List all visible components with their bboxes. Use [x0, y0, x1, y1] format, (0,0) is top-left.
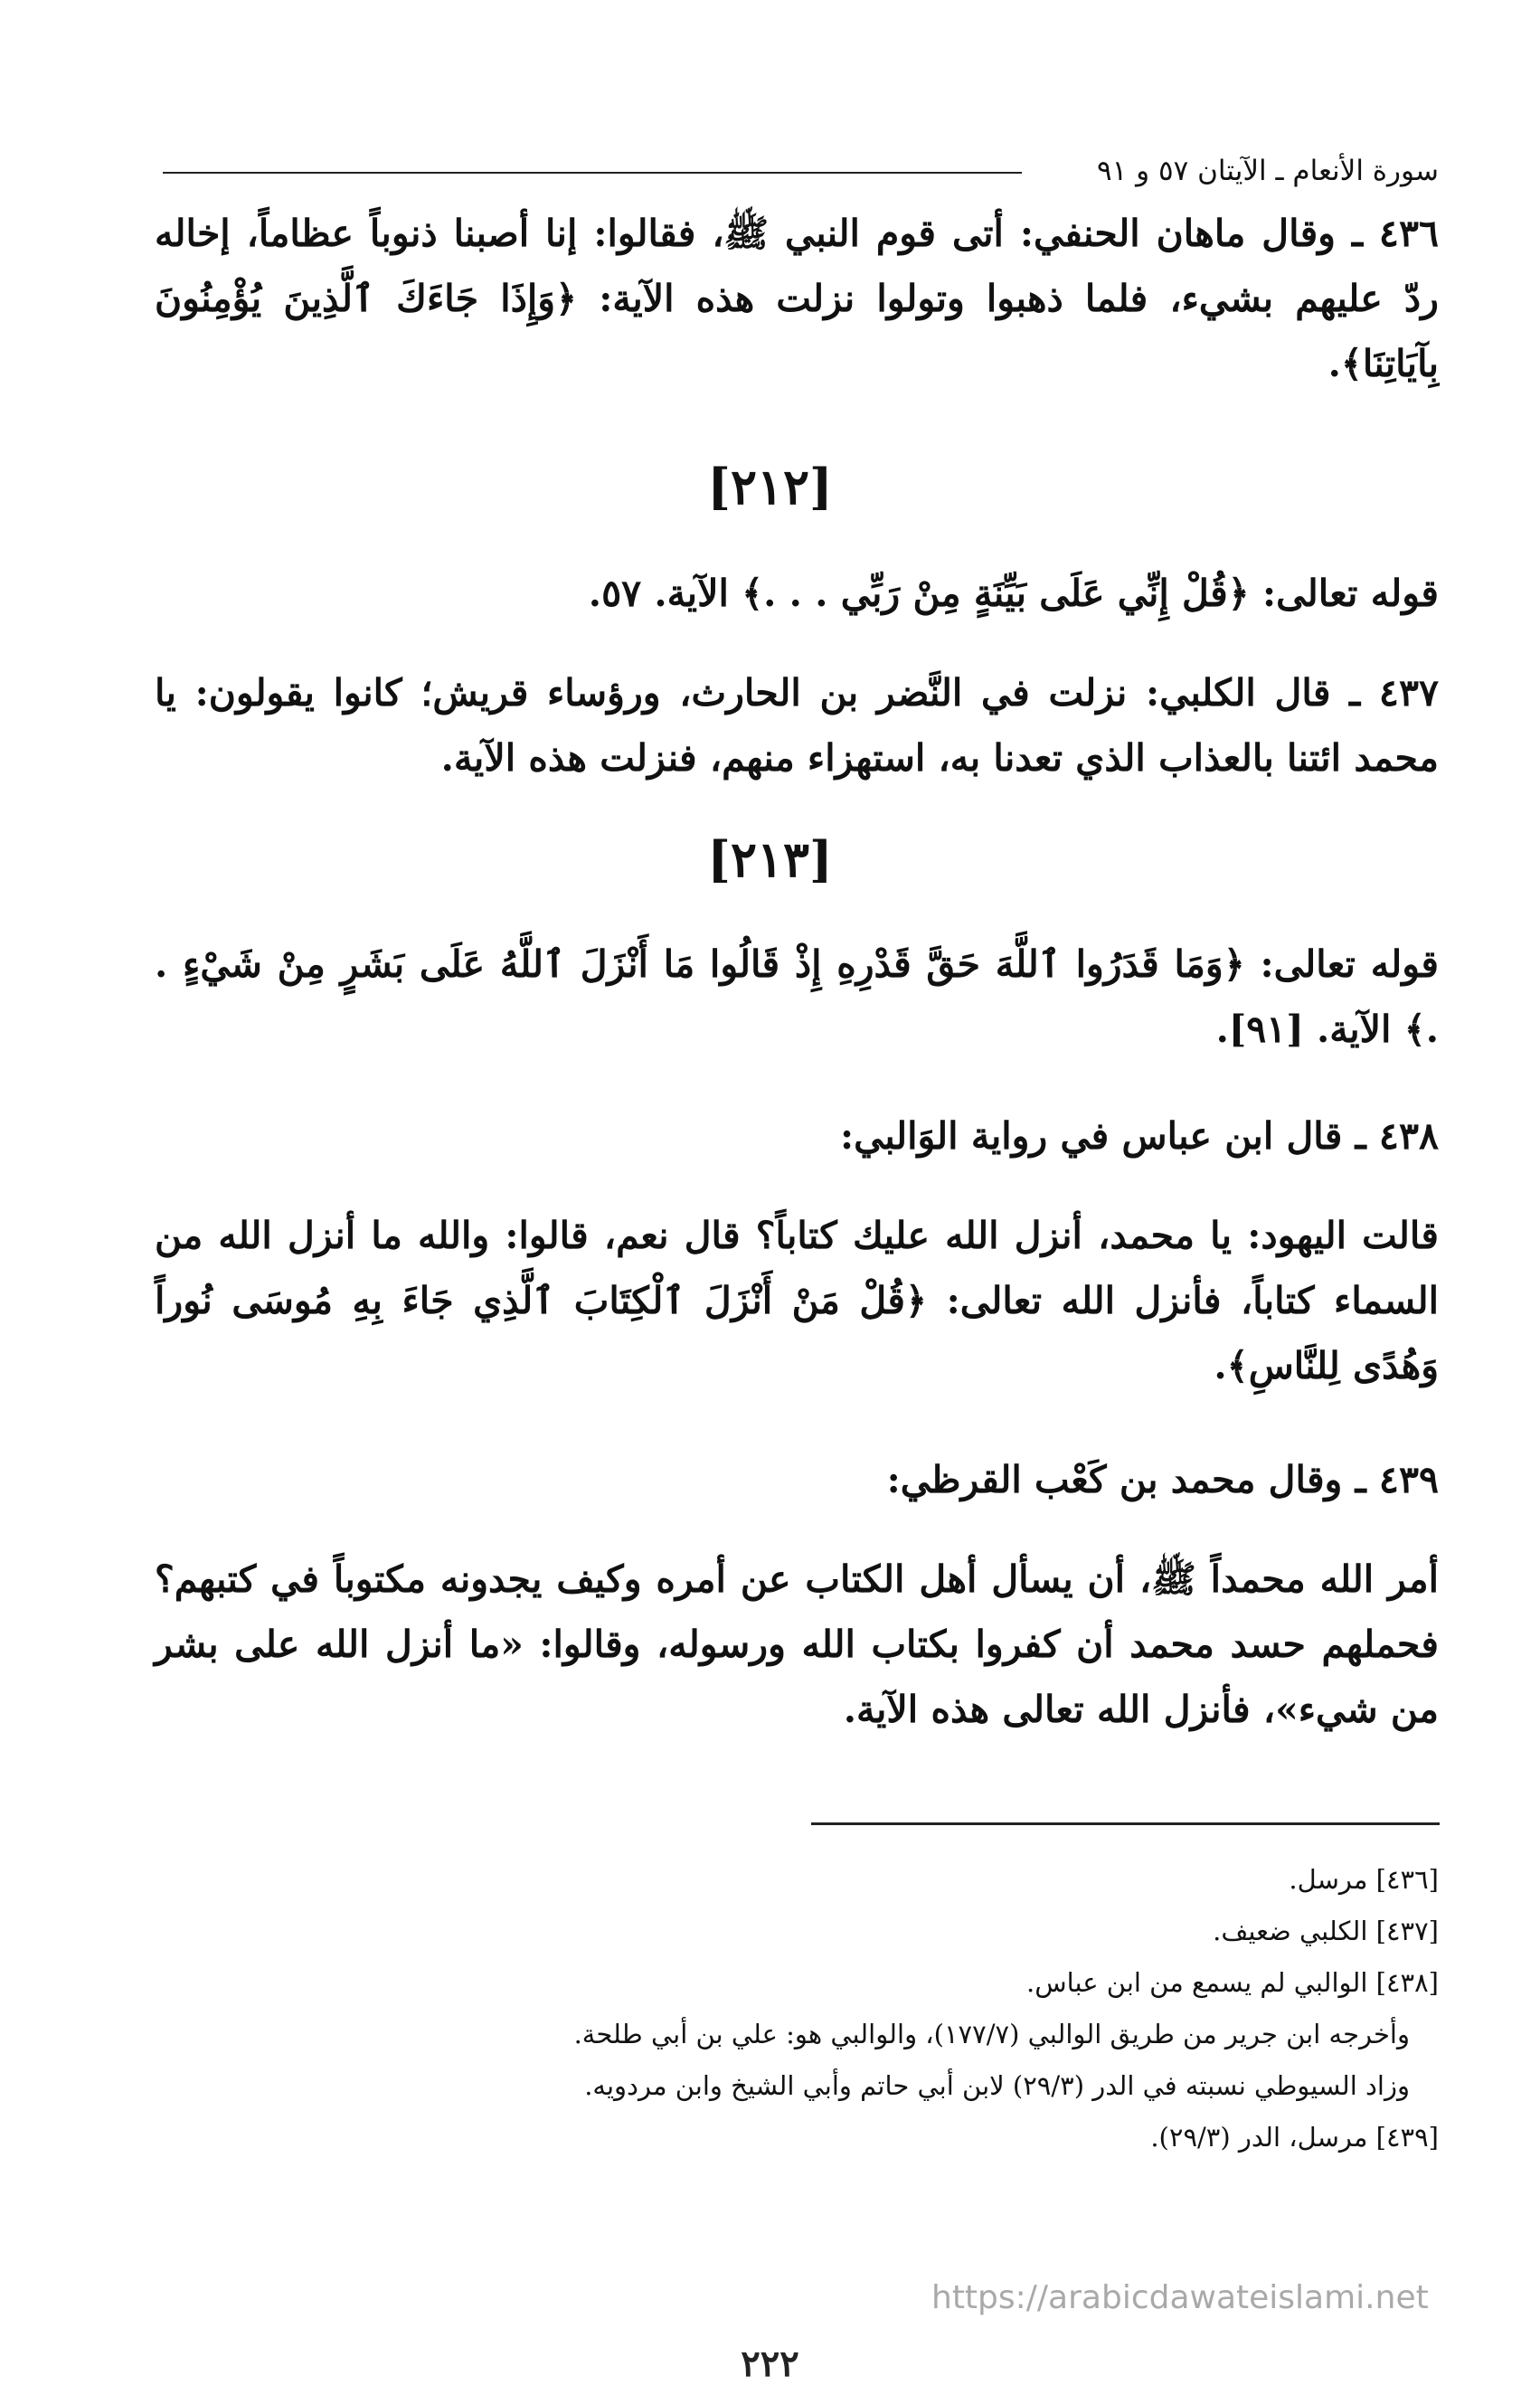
verse-212: [155, 561, 1439, 626]
page-number: ٢٢٢: [741, 2342, 799, 2385]
footnote-rule: [811, 1822, 1440, 1825]
paragraph-436: [155, 201, 1439, 396]
verse-212-text: قوله تعالى: ﴿قُلْ إِنِّي عَلَى بَيِّنَةٍ مِنْ رَبِّي . . .﴾ الآية. ٥٧.: [588, 572, 1439, 615]
section-heading-213: [٢١٣]: [707, 830, 833, 888]
footnote-439: [٤٣٩] مرسل، الدر (٢٩/٣).: [1150, 2122, 1439, 2153]
paragraph-437: [155, 660, 1439, 790]
footnote-438-addition: وزاد السيوطي نسبته في الدر (٢٩/٣) لابن أبي حاتم وأبي الشيخ وابن مردويه.: [584, 2070, 1410, 2101]
footnote-436: [٤٣٦] مرسل.: [1289, 1864, 1439, 1895]
footnotes: [155, 1854, 1439, 2163]
watermark-url: https://arabicdawateislami.net: [931, 2279, 1429, 2316]
running-head-title: سورة الأنعام ـ الآيتان ٥٧ و ٩١: [1096, 155, 1439, 187]
running-head: [155, 150, 1439, 192]
paragraph-438-intro: [155, 1103, 1439, 1169]
section-heading-212: [٢١٢]: [707, 458, 833, 516]
paragraph-438-text: قالت اليهود: يا محمد، أنزل الله عليك كتاباً؟ قال نعم، قالوا: والله ما أنزل الله من السماء كتاباً، فأنزل الله تعالى: ﴿قُلْ مَنْ أَنْزَلَ ٱلْكِتَابَ ٱلَّذِي جَاءَ بِهِ مُوسَى نُوراً وَهُدًى لِلنَّاسِ﴾.: [155, 1214, 1439, 1387]
footnote-437: [٤٣٧] الكلبي ضعيف.: [1213, 1916, 1439, 1946]
verse-213: [155, 932, 1439, 1062]
paragraph-436-text: ٤٣٦ ـ وقال ماهان الحنفي: أتى قوم النبي ﷺ، فقالوا: إنا أصبنا ذنوباً عظاماً، إخاله ردّ عليهم بشيء، فلما ذهبوا وتولوا نزلت هذه الآية: ﴿وَإِذَا جَاءَكَ ٱلَّذِينَ يُؤْمِنُونَ بِآيَاتِنَا﴾.: [155, 212, 1439, 385]
paragraph-439: [155, 1547, 1439, 1742]
paragraph-438: [155, 1203, 1439, 1398]
verse-213-text: قوله تعالى: ﴿وَمَا قَدَرُوا ٱللَّهَ حَقَّ قَدْرِهِ إِذْ قَالُوا مَا أَنْزَلَ ٱللَّهُ عَلَى بَشَرٍ مِنْ شَيْءٍ . .﴾ الآية. [٩١].: [155, 942, 1439, 1051]
paragraph-439-text: أمر الله محمداً ﷺ، أن يسأل أهل الكتاب عن أمره وكيف يجدونه مكتوباً في كتبهم؟ فحملهم حسد محمد أن كفروا بكتاب الله ورسوله، وقالوا: «ما أنزل الله على بشر من شيء»، فأنزل الله تعالى هذه الآية.: [155, 1557, 1439, 1731]
footnote-438: [٤٣٨] الوالبي لم يسمع من ابن عباس.: [1026, 1967, 1439, 1998]
header-rule: [163, 172, 1022, 174]
paragraph-439-intro-text: ٤٣٩ ـ وقال محمد بن كَعْب القرظي:: [886, 1458, 1439, 1501]
paragraph-439-intro: [155, 1447, 1439, 1512]
paragraph-437-text: ٤٣٧ ـ قال الكلبي: نزلت في النَّضر بن الحارث، ورؤساء قريش؛ كانوا يقولون: يا محمد ائتنا بالعذاب الذي تعدنا به، استهزاء منهم، فنزلت هذه الآية.: [155, 671, 1439, 780]
paragraph-438-intro-text: ٤٣٨ ـ قال ابن عباس في رواية الوَالبي:: [839, 1114, 1439, 1158]
footnote-438-source: وأخرجه ابن جرير من طريق الوالبي (١٧٧/٧)، والوالبي هو: علي بن أبي طلحة.: [573, 2019, 1410, 2049]
